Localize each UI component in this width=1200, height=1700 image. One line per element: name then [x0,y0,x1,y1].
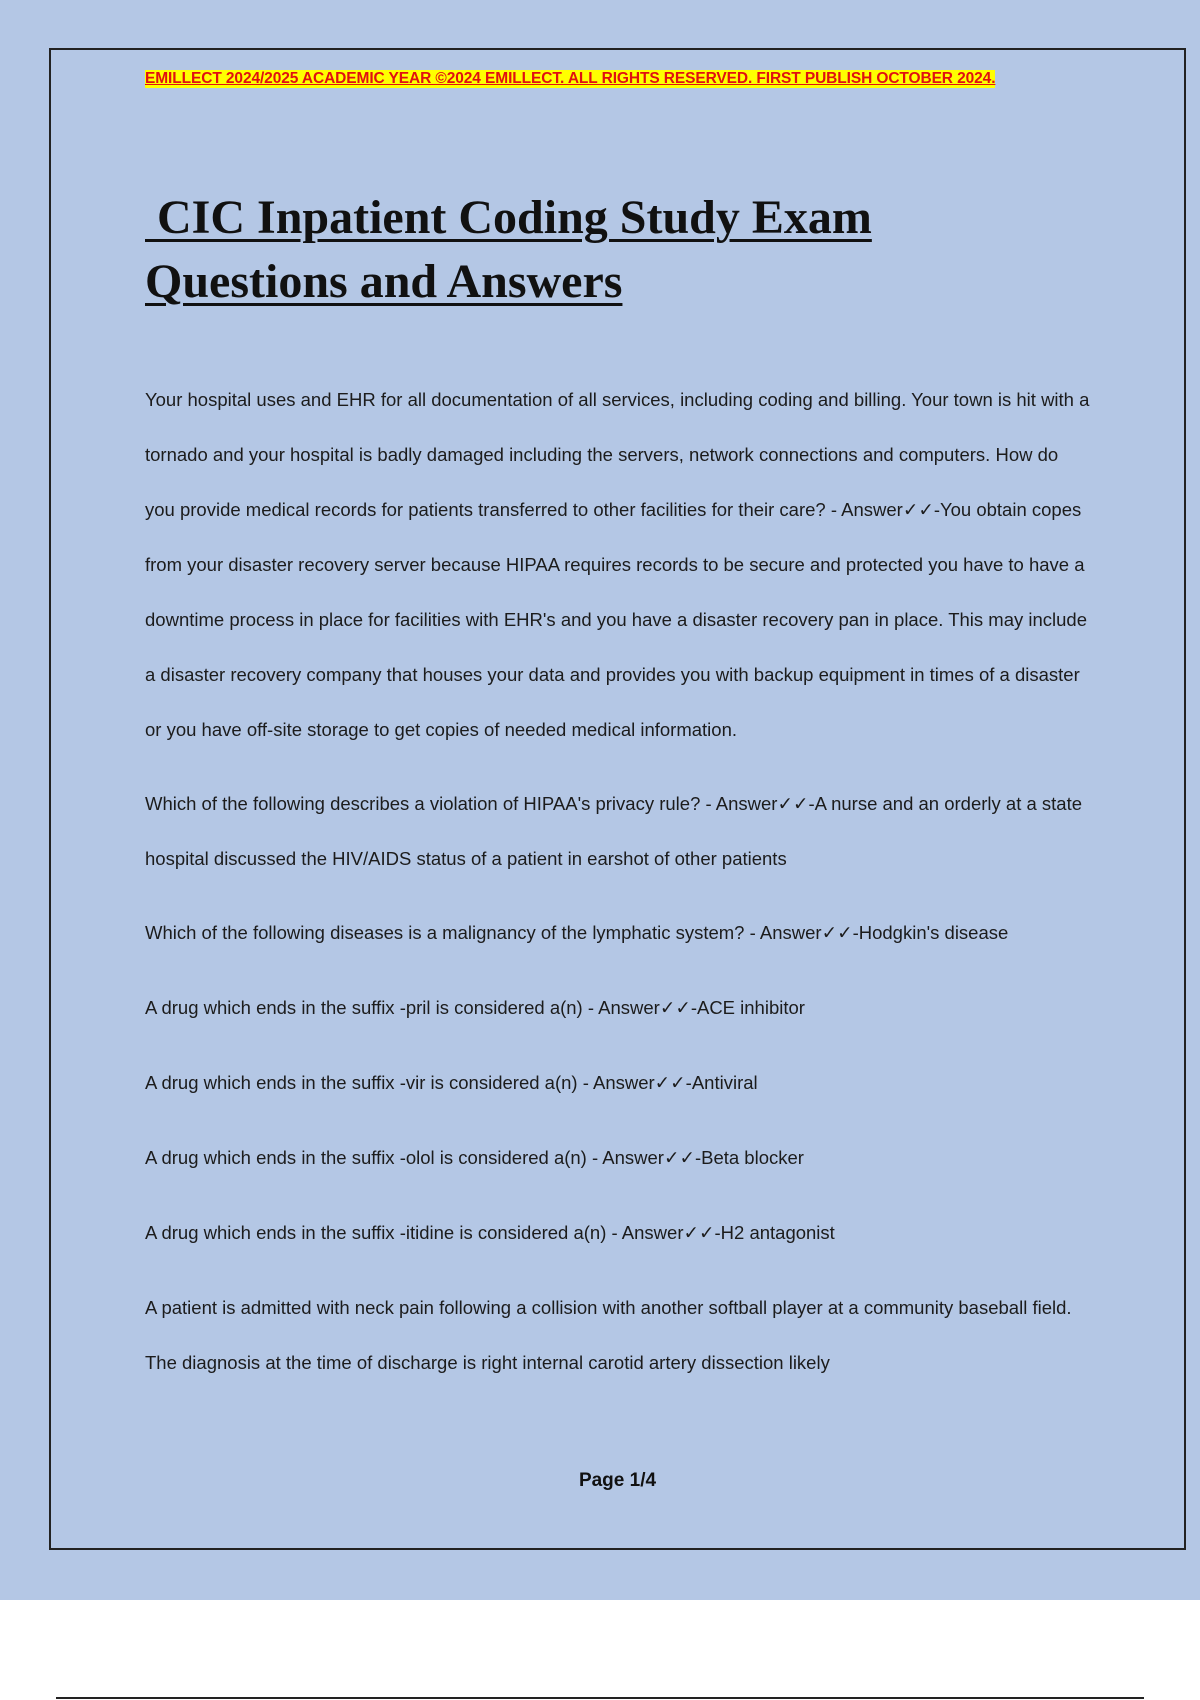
qa-item: A patient is admitted with neck pain following a collision with another softball player at a community baseball field. The diagnosis at the time of discharge is right internal carotid artery dissection likely [145,1297,1072,1373]
page-number: Page 1/4 [578,1470,657,1491]
qa-item: A drug which ends in the suffix -olol is considered a(n) - Answer✓✓-Beta blocker [145,1147,804,1168]
document-body [145,70,1090,1409]
copyright-text: EMILLECT 2024/2025 ACADEMIC YEAR ©2024 EMILLECT. ALL RIGHTS RESERVED. FIRST PUBLISH OCTOBER 2024. [145,70,996,87]
qa-item: A drug which ends in the suffix -pril is considered a(n) - Answer✓✓-ACE inhibitor [145,997,805,1018]
qa-item: A drug which ends in the suffix -vir is considered a(n) - Answer✓✓-Antiviral [145,1072,758,1093]
bottom-divider [56,1697,1144,1699]
document-title [145,186,1090,314]
qa-item: Which of the following diseases is a malignancy of the lymphatic system? - Answer✓✓-Hodgkin's disease [145,922,1009,943]
qa-item: A drug which ends in the suffix -itidine is considered a(n) - Answer✓✓-H2 antagonist [145,1222,835,1243]
copyright-banner [145,70,1090,88]
qa-list [145,372,1090,1390]
title-line-2: Questions and Answers [145,255,623,308]
qa-item: Your hospital uses and EHR for all documentation of all services, including coding and billing. Your town is hit with a tornado and your hospital is badly damaged including the servers, network connections and computers. How do you provide medical records for patients transferred to other facilities for their care? - Answer✓✓-You obtain copes from your disaster recovery server because HIPAA requires records to be secure and protected you have to have a downtime process in place for facilities with EHR's and you have a disaster recovery pan in place. This may include a disaster recovery company that houses your data and provides you with backup equipment in times of a disaster or you have off-site storage to get copies of needed medical information. [145,389,1090,740]
qa-item: Which of the following describes a violation of HIPAA's privacy rule? - Answer✓✓-A nurse and an orderly at a state hospital discussed the HIV/AIDS status of a patient in earshot of other patients [145,793,1083,869]
title-line-1: CIC Inpatient Coding Study Exam [145,191,872,244]
